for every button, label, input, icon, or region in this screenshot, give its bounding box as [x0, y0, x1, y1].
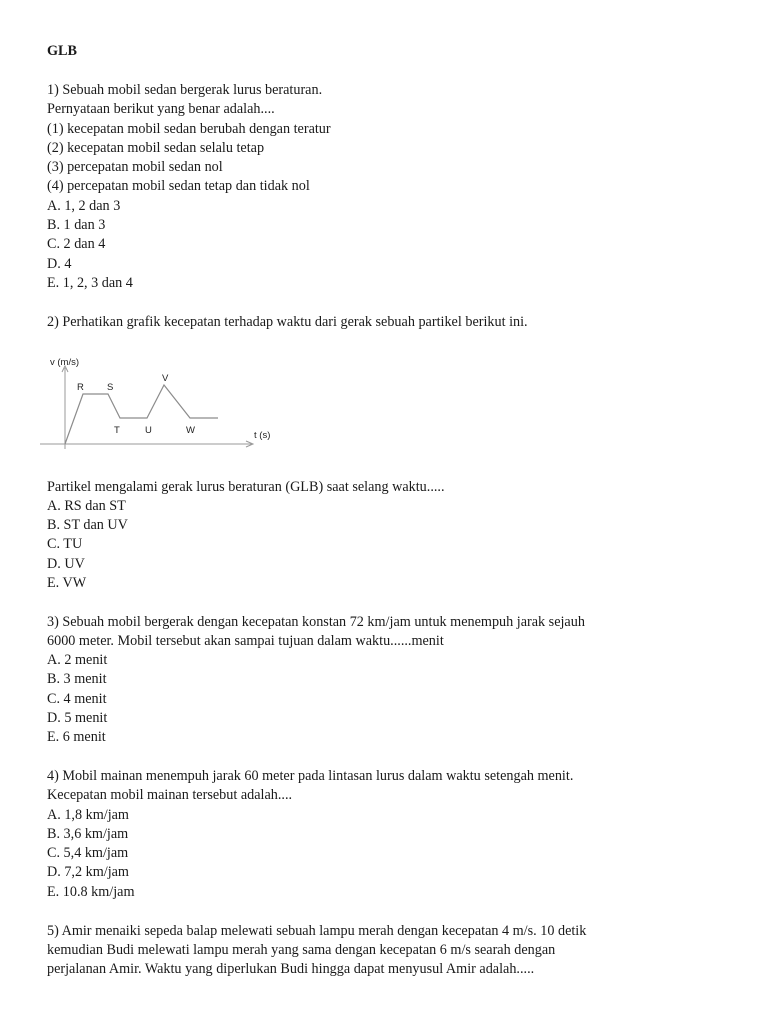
- q1-statement: (2) kecepatan mobil sedan selalu tetap: [47, 140, 265, 156]
- q2-option: B. ST dan UV: [47, 517, 128, 533]
- q4-option: A. 1,8 km/jam: [47, 807, 129, 823]
- point-label-u: U: [145, 425, 152, 436]
- point-label-s: S: [107, 382, 114, 393]
- q3-line: 6000 meter. Mobil tersebut akan sampai tujuan dalam waktu......menit: [47, 633, 444, 649]
- q1-option: B. 1 dan 3: [47, 217, 106, 233]
- q3-option: C. 4 menit: [47, 691, 107, 707]
- q5-line: 5) Amir menaiki sepeda balap melewati sebuah lampu merah dengan kecepatan 4 m/s. 10 detik: [47, 923, 587, 939]
- q1-option: A. 1, 2 dan 3: [47, 198, 121, 214]
- q4-option: B. 3,6 km/jam: [47, 826, 129, 842]
- q4-line: 4) Mobil mainan menempuh jarak 60 meter pada lintasan lurus dalam waktu setengah menit.: [47, 768, 574, 784]
- velocity-time-graph: [0, 0, 768, 470]
- y-axis-label: v (m/s): [50, 357, 80, 368]
- q4-option: E. 10.8 km/jam: [47, 884, 135, 900]
- q1-statement: (1) kecepatan mobil sedan berubah dengan teratur: [47, 121, 331, 137]
- q1-option: E. 1, 2, 3 dan 4: [47, 275, 133, 291]
- q3-option: E. 6 menit: [47, 729, 106, 745]
- point-label-v: V: [162, 373, 169, 384]
- point-label-r: R: [77, 382, 84, 393]
- q4-line: Kecepatan mobil mainan tersebut adalah....: [47, 787, 293, 803]
- q2-question: Partikel mengalami gerak lurus beraturan (GLB) saat selang waktu.....: [47, 479, 445, 495]
- q2-option: A. RS dan ST: [47, 498, 126, 514]
- q3-line: 3) Sebuah mobil bergerak dengan kecepatan konstan 72 km/jam untuk menempuh jarak sejauh: [47, 614, 585, 630]
- q1-statement: (4) percepatan mobil sedan tetap dan tidak nol: [47, 178, 310, 194]
- q2-option: D. UV: [47, 556, 85, 572]
- q4-option: C. 5,4 km/jam: [47, 845, 129, 861]
- q4-option: D. 7,2 km/jam: [47, 864, 129, 880]
- q3-option: B. 3 menit: [47, 671, 107, 687]
- q2-line: 2) Perhatikan grafik kecepatan terhadap waktu dari gerak sebuah partikel berikut ini.: [47, 314, 528, 330]
- q3-option: D. 5 menit: [47, 710, 108, 726]
- point-label-w: W: [186, 425, 195, 436]
- q5-line: kemudian Budi melewati lampu merah yang sama dengan kecepatan 6 m/s searah dengan: [47, 942, 556, 958]
- q2-option: C. TU: [47, 536, 83, 552]
- x-axis-label: t (s): [254, 430, 271, 441]
- q3-option: A. 2 menit: [47, 652, 108, 668]
- q1-option: D. 4: [47, 256, 72, 272]
- q1-option: C. 2 dan 4: [47, 236, 106, 252]
- point-label-t: T: [114, 425, 120, 436]
- q2-option: E. VW: [47, 575, 87, 591]
- document-title: GLB: [47, 43, 77, 59]
- q1-line: Pernyataan berikut yang benar adalah....: [47, 101, 275, 117]
- q1-statement: (3) percepatan mobil sedan nol: [47, 159, 223, 175]
- q1-line: 1) Sebuah mobil sedan bergerak lurus beraturan.: [47, 82, 323, 98]
- velocity-curve: [65, 385, 218, 444]
- q5-line: perjalanan Amir. Waktu yang diperlukan Budi hingga dapat menyusul Amir adalah.....: [47, 961, 535, 977]
